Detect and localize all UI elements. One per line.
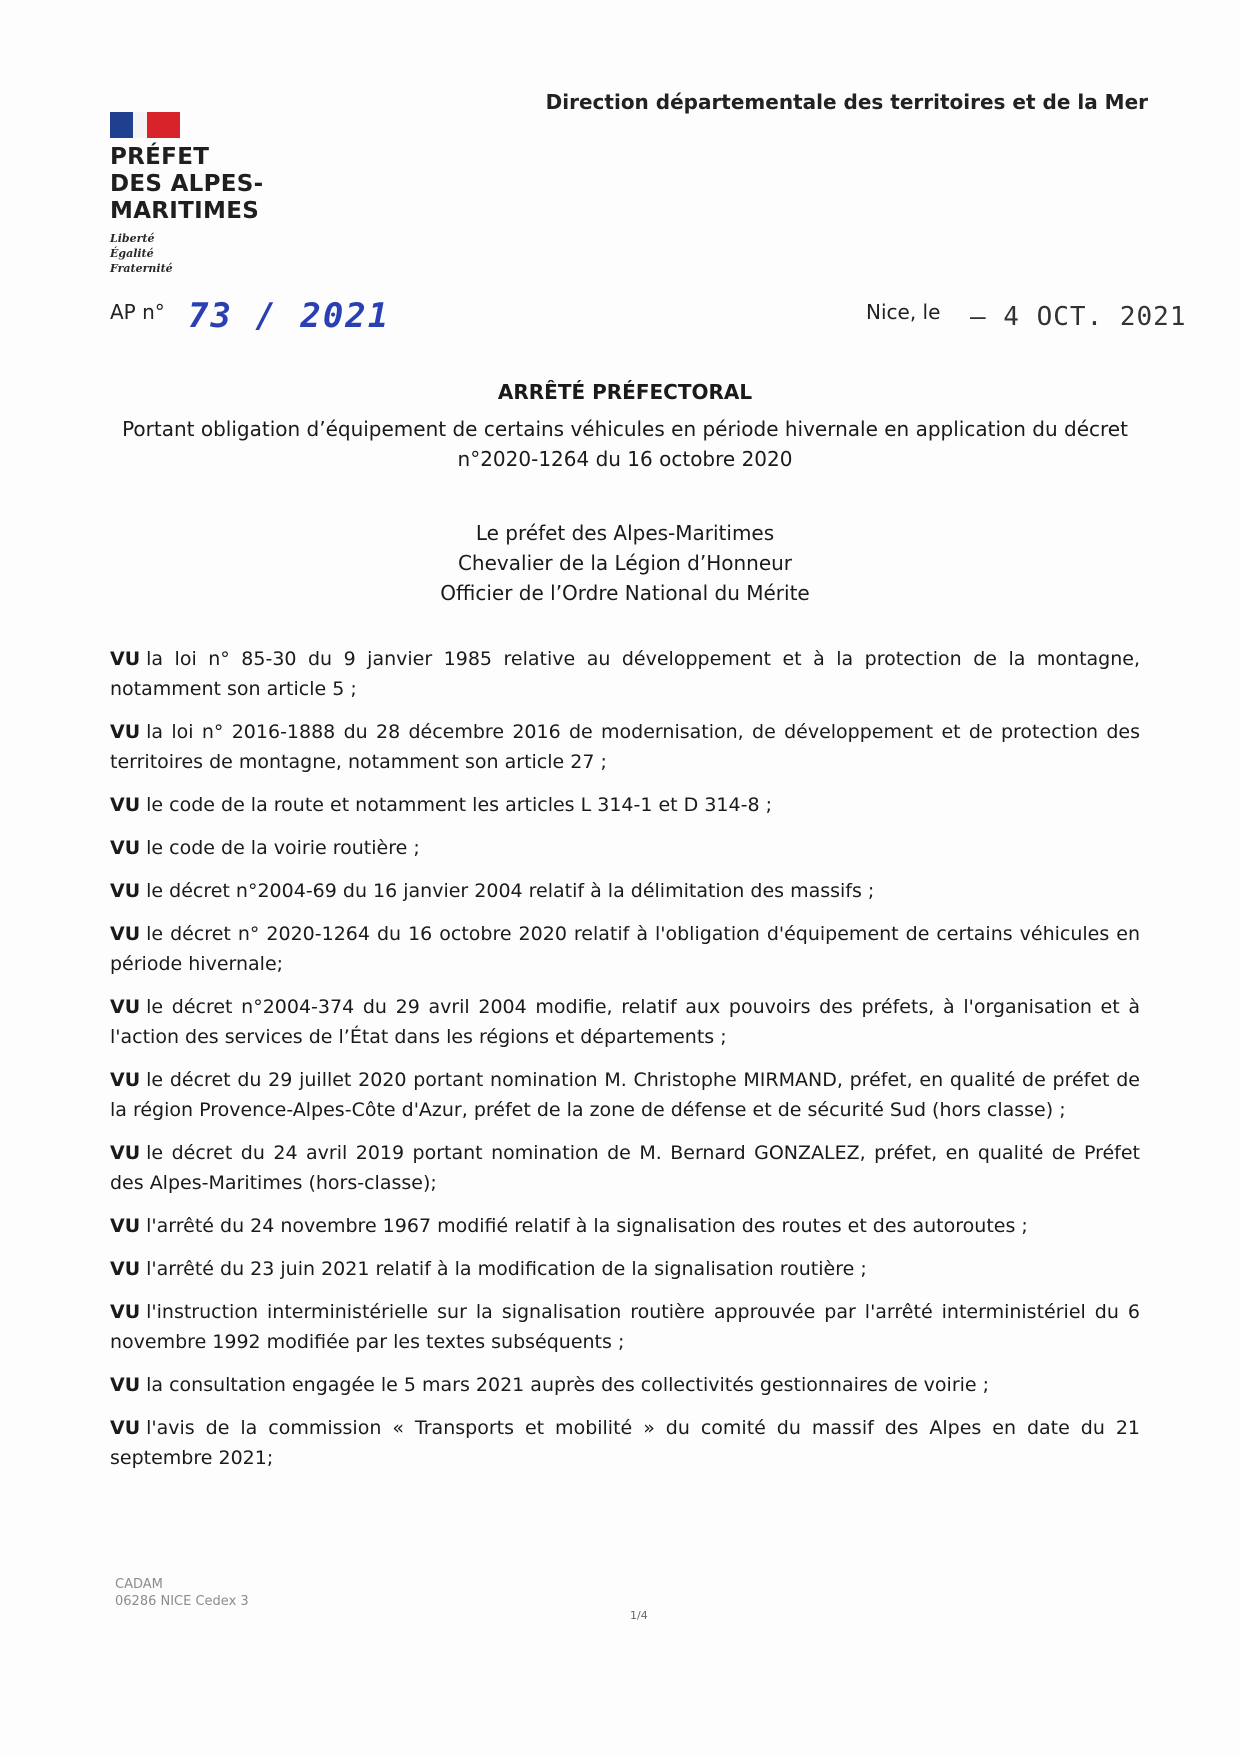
visa-list	[110, 644, 1140, 1486]
subtitle-line: Portant obligation d’équipement de certains véhicules en période hivernale en application du décret	[122, 417, 1128, 441]
date-stamp: – 4 OCT. 2021	[970, 302, 1187, 332]
visa-keyword: VU	[110, 1142, 141, 1164]
visa-text: le décret n°2004-374 du 29 avril 2004 modifie, relatif aux pouvoirs des préfets, à l'organisation et à l'action des services de l’État dans les régions et départements ;	[110, 996, 1140, 1048]
visa-text: le code de la route et notamment les articles L 314-1 et D 314-8 ;	[146, 794, 772, 816]
visa-keyword: VU	[110, 721, 141, 743]
visa-text: la loi n° 2016-1888 du 28 décembre 2016 de modernisation, de développement et de protection des territoires de montagne, notamment son article 27 ;	[110, 721, 1140, 773]
visa-keyword: VU	[110, 1069, 141, 1091]
ap-number-handwritten: 73 / 2021	[188, 296, 391, 336]
visa-keyword: VU	[110, 1215, 141, 1237]
prefecture-name-line: DES ALPES-	[110, 171, 264, 197]
prefecture-name-line: PRÉFET	[110, 144, 210, 170]
visa-item	[110, 790, 1140, 820]
visa-keyword: VU	[110, 1301, 141, 1323]
visa-item	[110, 1370, 1140, 1400]
footer-line: 06286 NICE Cedex 3	[115, 1594, 249, 1609]
visa-text: le code de la voirie routière ;	[146, 837, 420, 859]
prefet-titles	[110, 518, 1140, 608]
visa-keyword: VU	[110, 1374, 141, 1396]
subtitle-line: n°2020-1264 du 16 octobre 2020	[457, 447, 793, 471]
motto-line: Liberté	[110, 232, 155, 245]
visa-keyword: VU	[110, 1258, 141, 1280]
footer-line: CADAM	[115, 1577, 163, 1592]
visa-keyword: VU	[110, 996, 141, 1018]
document-subtitle	[110, 414, 1140, 474]
visa-keyword: VU	[110, 880, 141, 902]
visa-item	[110, 1138, 1140, 1198]
footer-address	[115, 1576, 249, 1610]
visa-item	[110, 717, 1140, 777]
visa-keyword: VU	[110, 923, 141, 945]
visa-item	[110, 833, 1140, 863]
prefecture-name	[110, 144, 330, 225]
prefet-title-line: Le préfet des Alpes-Maritimes	[475, 521, 775, 545]
visa-item	[110, 1211, 1140, 1241]
visa-keyword: VU	[110, 1417, 141, 1439]
prefecture-logo	[110, 112, 330, 276]
ap-number-label: AP n°	[110, 300, 165, 324]
visa-item	[110, 992, 1140, 1052]
place-label: Nice, le	[866, 300, 941, 324]
prefet-title-line: Officier de l’Ordre National du Mérite	[440, 581, 810, 605]
motto-line: Fraternité	[110, 262, 173, 275]
prefet-title-line: Chevalier de la Légion d’Honneur	[457, 551, 793, 575]
visa-item	[110, 644, 1140, 704]
visa-text: l'avis de la commission « Transports et mobilité » du comité du massif des Alpes en date du 21 septembre 2021;	[110, 1417, 1140, 1469]
visa-item	[110, 1065, 1140, 1125]
visa-item	[110, 1254, 1140, 1284]
visa-keyword: VU	[110, 837, 141, 859]
french-flag-icon	[110, 112, 180, 138]
visa-text: le décret n° 2020-1264 du 16 octobre 2020 relatif à l'obligation d'équipement de certains véhicules en période hivernale;	[110, 923, 1140, 975]
visa-text: le décret du 24 avril 2019 portant nomination de M. Bernard GONZALEZ, préfet, en qualité de Préfet des Alpes-Maritimes (hors-classe);	[110, 1142, 1140, 1194]
visa-item	[110, 1413, 1140, 1473]
visa-text: la loi n° 85-30 du 9 janvier 1985 relative au développement et à la protection de la montagne, notamment son article 5 ;	[110, 648, 1140, 700]
visa-text: l'arrêté du 24 novembre 1967 modifié relatif à la signalisation des routes et des autoroutes ;	[146, 1215, 1028, 1237]
visa-text: le décret n°2004-69 du 16 janvier 2004 relatif à la délimitation des massifs ;	[146, 880, 875, 902]
visa-keyword: VU	[110, 794, 141, 816]
issuing-directorate: Direction départementale des territoires et de la Mer	[545, 90, 1148, 114]
visa-text: la consultation engagée le 5 mars 2021 auprès des collectivités gestionnaires de voirie ;	[146, 1374, 990, 1396]
visa-keyword: VU	[110, 648, 141, 670]
document-title: ARRÊTÉ PRÉFECTORAL	[497, 380, 753, 404]
visa-item	[110, 1297, 1140, 1357]
visa-item	[110, 876, 1140, 906]
visa-item	[110, 919, 1140, 979]
republic-motto	[110, 231, 330, 276]
visa-text: le décret du 29 juillet 2020 portant nomination M. Christophe MIRMAND, préfet, en qualité de préfet de la région Provence-Alpes-Côte d'Azur, préfet de la zone de défense et de sécurité Sud (hors classe) ;	[110, 1069, 1140, 1121]
prefecture-name-line: MARITIMES	[110, 198, 260, 224]
page-number: 1/4	[630, 1609, 648, 1622]
motto-line: Égalité	[110, 247, 154, 260]
visa-text: l'arrêté du 23 juin 2021 relatif à la modification de la signalisation routière ;	[146, 1258, 867, 1280]
visa-text: l'instruction interministérielle sur la signalisation routière approuvée par l'arrêté interministériel du 6 novembre 1992 modifiée par les textes subséquents ;	[110, 1301, 1140, 1353]
